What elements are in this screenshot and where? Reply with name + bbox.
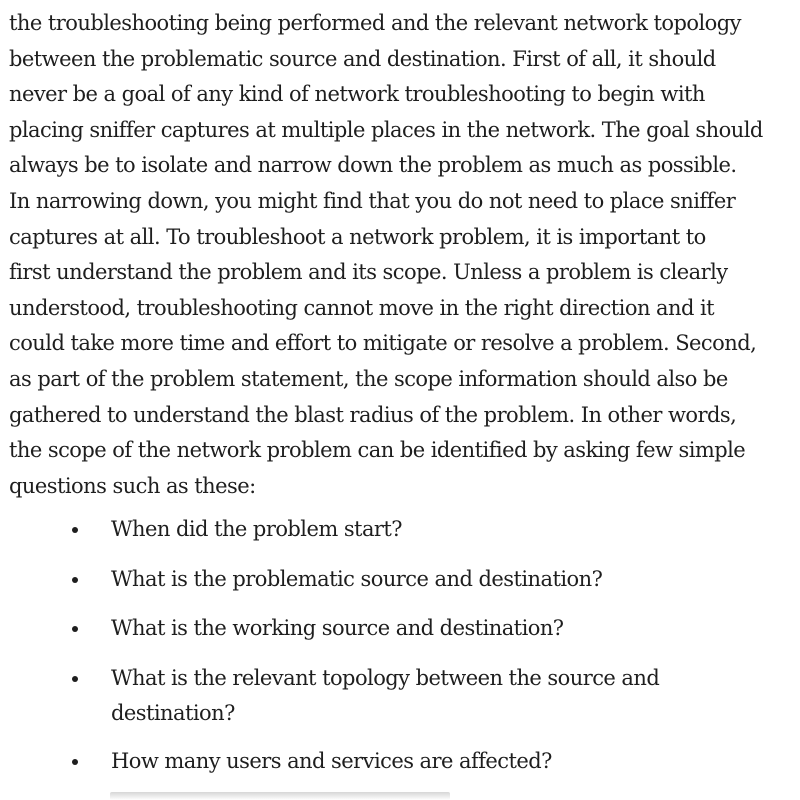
paragraph-line: gathered to understand the blast radius of the problem. In other words, xyxy=(9,402,737,427)
bullet-icon xyxy=(72,626,78,632)
list-item-text: What is the working source and destination? xyxy=(111,616,564,641)
paragraph-line: between the problematic source and destination. First of all, it should xyxy=(9,46,716,71)
list-item-text: What is the problematic source and destination? xyxy=(111,566,603,591)
bullet-icon xyxy=(72,527,78,533)
body-paragraph xyxy=(9,6,799,504)
list-item-text: What is the relevant topology between the source and xyxy=(111,665,660,690)
paragraph-line: first understand the problem and its scope. Unless a problem is clearly xyxy=(9,260,728,285)
list-item-text: destination? xyxy=(111,701,235,726)
list-item xyxy=(0,562,800,598)
paragraph-line: never be a goal of any kind of network troubleshooting to begin with xyxy=(9,82,705,107)
cropped-next-line xyxy=(0,786,800,800)
list-item-text: How many users and services are affected? xyxy=(111,748,552,773)
bullet-icon xyxy=(72,577,78,583)
bullet-icon xyxy=(72,759,78,765)
paragraph-line: the scope of the network problem can be identified by asking few simple xyxy=(9,438,746,463)
cropped-text-fragment xyxy=(110,792,450,800)
paragraph-line: captures at all. To troubleshoot a network problem, it is important to xyxy=(9,224,706,249)
paragraph-line: could take more time and effort to mitigate or resolve a problem. Second, xyxy=(9,331,757,356)
paragraph-line: questions such as these: xyxy=(9,473,256,498)
list-item xyxy=(0,512,800,548)
paragraph-line: understood, troubleshooting cannot move in the right direction and it xyxy=(9,295,715,320)
paragraph-line: placing sniffer captures at multiple places in the network. The goal should xyxy=(9,117,763,142)
paragraph-line: the troubleshooting being performed and the relevant network topology xyxy=(9,11,741,35)
paragraph-line: as part of the problem statement, the scope information should also be xyxy=(9,366,728,391)
list-item xyxy=(0,661,800,732)
paragraph-line: always be to isolate and narrow down the problem as much as possible. xyxy=(9,153,737,178)
question-list xyxy=(0,512,800,794)
bullet-icon xyxy=(72,676,78,682)
list-item-text: When did the problem start? xyxy=(111,517,403,541)
paragraph-line: In narrowing down, you might find that you do not need to place sniffer xyxy=(9,188,736,213)
list-item xyxy=(0,744,800,780)
list-item xyxy=(0,611,800,647)
